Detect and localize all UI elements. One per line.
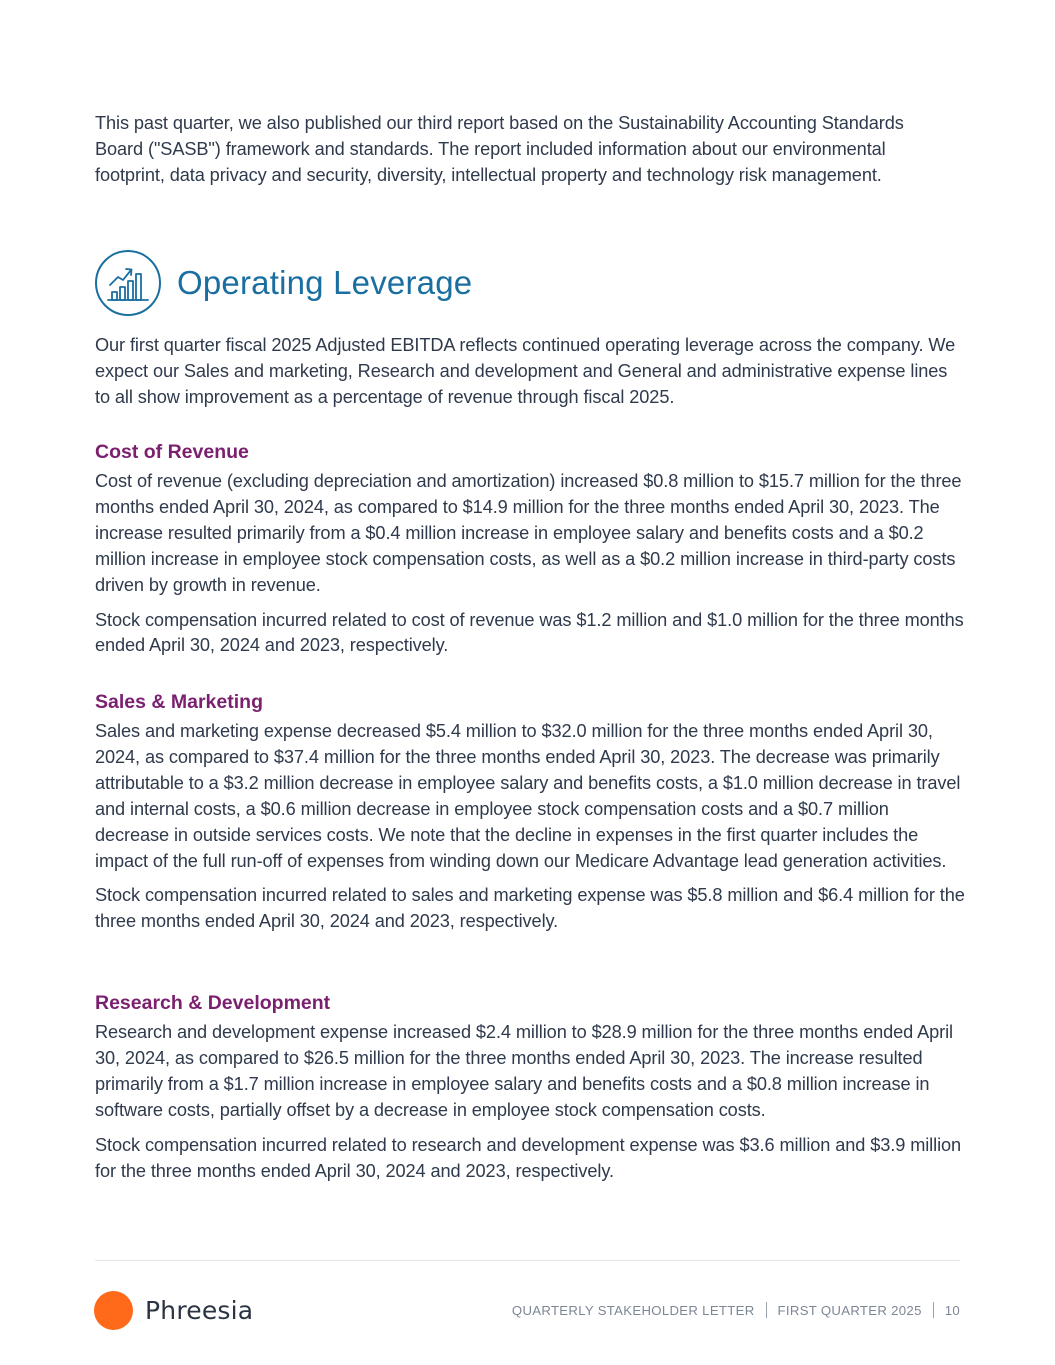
sales-marketing-heading: Sales & Marketing [95,691,263,713]
cost-of-revenue-heading: Cost of Revenue [95,441,249,463]
footer-separator [766,1302,767,1318]
research-development-heading: Research & Development [95,992,331,1014]
footer-doc-title: QUARTERLY STAKEHOLDER LETTER [511,1302,755,1318]
logo-text: Phreesia [145,1296,254,1325]
section-intro-paragraph: Our first quarter fiscal 2025 Adjusted EBITDA reflects continued operating leverage across the company. We expect our Sales and marketing, Research and development and General and administrative expense lines to all show improvement as a percentage of revenue through fiscal 2025. [95,335,956,407]
footer-meta [512,1302,960,1318]
cost-of-revenue-paragraph-2: Stock compensation incurred related to cost of revenue was $1.2 million and $1.0 million for the three months ended April 30, 2024 and 2023, respectively. [95,609,964,656]
research-development-paragraph-2: Stock compensation incurred related to research and development expense was $3.6 million and $3.9 million for the three months ended April 30, 2024 and 2023, respectively. [95,1134,962,1181]
footer-separator [933,1302,934,1318]
research-development-block [95,990,965,1184]
footer-divider [95,1260,960,1261]
sales-marketing-paragraph-1: Sales and marketing expense decreased $5.4 million to $32.0 million for the three months ended April 30, 2024, as compared to $37.4 million for the three months ended April 30, 2023. The decrease was primarily attributable to a $3.2 million decrease in employee salary and benefits costs, a $1.0 million decrease in travel and internal costs, a $0.6 million decrease in employee stock compensation costs and a $0.7 million decrease in outside services costs. We note that the decline in expenses in the first quarter includes the impact of the full run-off of expenses from winding down our Medicare Advantage lead generation activities. [95,721,961,871]
cost-of-revenue-paragraph-1: Cost of revenue (excluding depreciation and amortization) increased $0.8 million to $15.7 million for the three months ended April 30, 2024, as compared to $14.9 million for the three months ended April 30, 2023. The increase resulted primarily from a $0.4 million increase in employee salary and benefits costs and a $0.2 million increase in employee stock compensation costs, as well as a $0.2 million increase in third-party costs driven by growth in revenue. [95,471,962,595]
footer-period: FIRST QUARTER 2025 [777,1302,922,1318]
cost-of-revenue-block [95,439,965,659]
research-development-paragraph-1: Research and development expense increased $2.4 million to $28.9 million for the three months ended April 30, 2024, as compared to $26.5 million for the three months ended April 30, 2023. The increase resulted primarily from a $1.7 million increase in employee salary and benefits costs and a $0.8 million increase in software costs, partially offset by a decrease in employee stock compensation costs. [95,1022,953,1120]
company-logo [94,1291,253,1330]
section-title: Operating Leverage [177,264,473,301]
growth-chart-icon [95,250,161,316]
section-header [95,248,472,318]
logo-dot-icon [94,1291,133,1330]
sales-marketing-paragraph-2: Stock compensation incurred related to sales and marketing expense was $5.8 million and $6.4 million for the three months ended April 30, 2024 and 2023, respectively. [95,885,965,932]
sales-marketing-block [95,689,965,935]
intro-paragraph: This past quarter, we also published our third report based on the Sustainability Accounting Standards Board ("SASB") framework and standards. The report included information about our environmental footprint, data privacy and security, diversity, intellectual property and technology risk management. [95,113,904,185]
page-number: 10 [944,1302,960,1318]
